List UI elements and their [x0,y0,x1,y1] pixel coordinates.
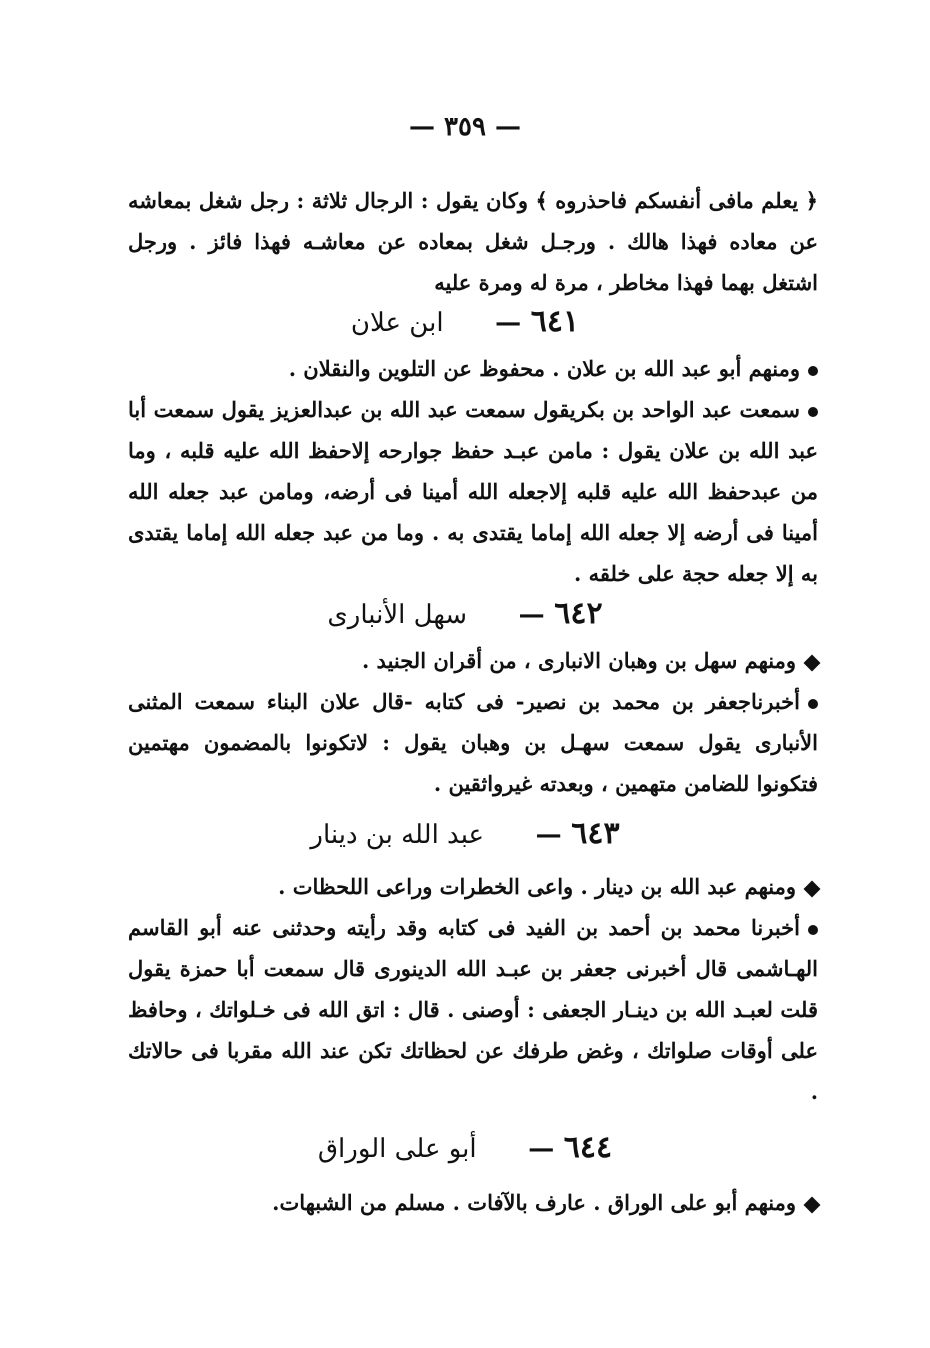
bullet-icon [808,366,818,376]
section-number: ٦٤١ [530,304,580,339]
section-heading-644 [0,1130,930,1165]
ornament-icon [804,654,821,671]
bullet-icon [808,699,818,709]
section-number: ٦٤٢ [554,596,603,631]
section-heading-642 [0,596,930,631]
section-heading-641 [0,304,930,339]
section-name: سهل الأنبارى [327,600,468,630]
section-body-641 [128,348,818,594]
entry-line: ومنهم أبو عبد الله بن علان . محفوظ عن التلوين والنقلان . [128,348,818,389]
section-name: عبد الله بن دينار [310,820,485,850]
section-dash: — [518,600,545,630]
entry-line: ومنهم سهل بن وهبان الانبارى ، من أقران الجنيد . [128,640,818,681]
bullet-icon [808,925,818,935]
entry-line: أخبرناجعفر بن محمد بن نصير- فى كتابه -قال علان البناء سمعت المثنى الأنبارى يقول سمعت سهـل بن وهبان يقول : لاتكونوا بالمضمون مهتمين فتكونوا للضامن متهمين ، وبعدته غيرواثقين . [128,689,818,796]
section-number: ٦٤٤ [563,1130,613,1165]
section-dash: — [495,308,522,338]
entry-line: ومنهم أبو على الوراق . عارف بالآفات . مسلم من الشبهات. [128,1182,818,1223]
intro-text: ﴿ يعلم مافى أنفسكم فاحذروه ﴾ وكان يقول : الرجال ثلاثة : رجل شغل بمعاشه عن معاده فهذا هالك . ورجـل شغل بمعاده عن معاشـه فهذا فائز . ورجل اشتغل بهما فهذا مخاطر ، مرة له ومرة عليه [128,188,818,295]
page-number: — ٣٥٩ — [408,112,522,142]
section-heading-643 [0,816,930,851]
section-body-644 [128,1182,818,1223]
section-body-642 [128,640,818,804]
section-number: ٦٤٣ [571,816,620,851]
entry-line: أخبرنا محمد بن أحمد بن الفيد فى كتابه وقد رأيته وحدثنى عنه أبو القاسم الهـاشمى قال أخبرنى جعفر بن عبـد الله الدينورى قال سمعت أبا حمزة يقول قلت لعبـد الله بن دينـار الجعفى : أوصنى . قال : اتق الله فى خـلواتك ، وحافظ على أوقات صلواتك ، وغض طرفك عن لحظاتك تكن عند الله مقربا فى حالاتك . [128,915,818,1104]
bullet-icon [808,407,818,417]
section-dash: — [528,1134,555,1164]
section-body-643 [128,866,818,1112]
section-name: أبو على الوراق [317,1134,477,1164]
entry-line: سمعت عبد الواحد بن بكريقول سمعت عبد الله بن عبدالعزيز يقول سمعت أبا عبد الله بن علان يقول : مامن عبـد حفظ جوارحه إلاحفظ الله عليه قلبه ، وما من عبدحفظ الله عليه قلبه إلاجعله الله أمينا فى أرضه، ومامن عبد جعله الله أمينا فى أرضه إلا جعله الله إماما يقتدى به . وما من عبد جعله الله إماما يقتدى به إلا جعله حجة على خلقه . [128,397,818,586]
section-dash: — [535,820,562,850]
section-name: ابن علان [350,308,444,338]
ornament-icon [804,880,821,897]
intro-paragraph [128,180,818,303]
ornament-icon [804,1196,821,1213]
entry-line: ومنهم عبد الله بن دينار . واعى الخطرات وراعى اللحظات . [128,866,818,907]
